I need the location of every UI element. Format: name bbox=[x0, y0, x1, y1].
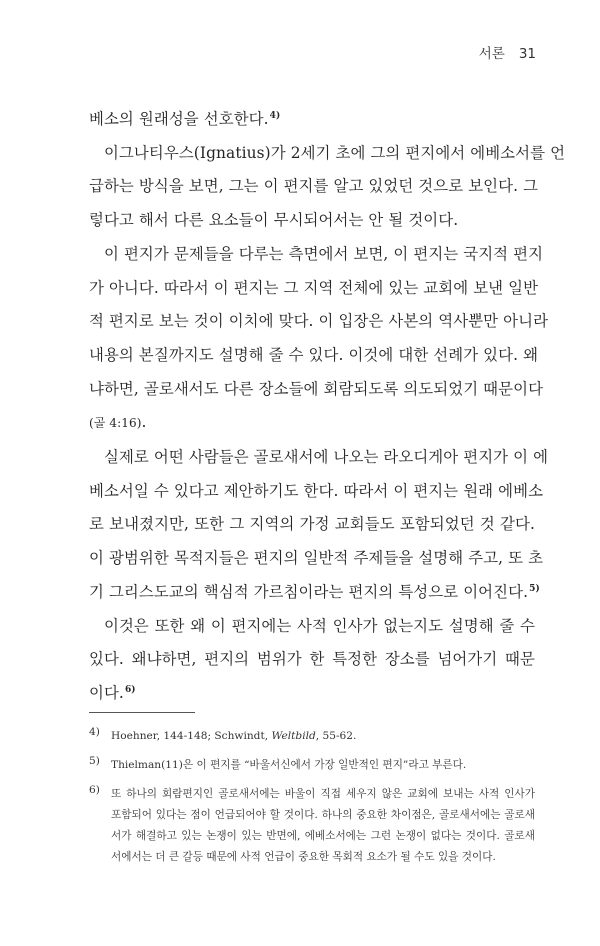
text-line: 기 그리스도교의 핵심적 가르침이라는 편지의 특성으로 이어진다.$^{5)}$ bbox=[89, 582, 540, 601]
text-line: 이다.$^{6)}$ bbox=[89, 683, 136, 702]
text-line: 이것은 또한 왜 이 편지에는 사적 인사가 없는지도 설명해 줄 수 bbox=[104, 616, 535, 635]
footnote-line: 서가 해결하고 있는 논쟁이 있는 반면에, 에베소서에는 그런 논쟁이 없다는 것이다. 골로새 bbox=[111, 830, 535, 842]
footnote-divider bbox=[89, 712, 195, 713]
text-line: 이 편지가 문제들을 다루는 측면에서 보면, 이 편지는 국지적 편지 bbox=[104, 244, 544, 263]
text-line: 냐하면, 골로새서도 다른 장소들에 회람되도록 의도되었기 때문이다 bbox=[89, 379, 544, 398]
text-line: 이 광범위한 목적지들은 편지의 일반적 주제들을 설명해 주고, 또 초 bbox=[89, 549, 544, 568]
text-line: 렇다고 해서 다른 요소들이 무시되어서는 안 될 것이다. bbox=[89, 211, 459, 230]
footnote-ref: 6) bbox=[124, 684, 136, 695]
footnote bbox=[89, 784, 535, 868]
footnote-number: 5) bbox=[89, 755, 100, 767]
footnote bbox=[89, 726, 535, 747]
footnote-line: 서에서는 더 큰 갈등 때문에 사적 언급이 중요한 목회적 요소가 될 수도 있을 것이다. bbox=[111, 851, 496, 863]
text-line: 이그나티우스(Ignatius)가 2세기 초에 그의 편지에서 에베소서를 언 bbox=[104, 143, 566, 162]
text-line: 가 아니다. 따라서 이 편지는 그 지역 전체에 있는 교회에 보낸 일반 bbox=[89, 278, 539, 297]
paragraph bbox=[89, 610, 535, 711]
paragraph bbox=[89, 103, 535, 137]
text-line: (골 4:16). bbox=[89, 413, 147, 432]
text-line: 내용의 본질까지도 설명해 줄 수 있다. 이것에 대한 선례가 있다. 왜 bbox=[89, 345, 539, 364]
footnote-text bbox=[111, 784, 535, 868]
scripture-reference: (골 4:16) bbox=[89, 416, 142, 431]
paragraph bbox=[89, 238, 549, 441]
text-line: 베소의 원래성을 선호한다.$^{4)}$ bbox=[89, 110, 281, 128]
footnote-line: 또 하나의 회람편지인 골로새서에는 바울이 직접 세우지 않은 교회에 보내는 사적 인사가 bbox=[111, 788, 535, 800]
text-line: 있다. 왜냐하면, 편지의 범위가 한 특정한 장소를 넘어가기 때문 bbox=[89, 650, 535, 669]
text-line: 로 보내졌지만, 또한 그 지역의 가정 교회들도 포함되었던 것 같다. bbox=[89, 515, 535, 534]
page-number: 31 bbox=[518, 46, 536, 62]
footnote-number: 4) bbox=[89, 726, 100, 738]
running-header bbox=[479, 42, 536, 62]
text-line: 급하는 방식을 보면, 그는 이 편지를 알고 있었던 것으로 보인다. 그 bbox=[89, 177, 539, 196]
text-line: 실제로 어떤 사람들은 골로새서에 나오는 라오디게아 편지가 이 에 bbox=[104, 448, 549, 467]
footnote-text: Hoehner, 144-148; Schwindt, Weltbild, 55-62. bbox=[111, 730, 357, 742]
footnote bbox=[89, 755, 535, 776]
footnote-text: Thielman(11)은 이 편지를 “바울서신에서 가장 일반적인 편지”라고 부른다. bbox=[111, 759, 467, 771]
footnote-ref: 4) bbox=[269, 111, 281, 121]
footnote-ref: 5) bbox=[529, 583, 540, 594]
text-line: 적 편지로 보는 것이 이치에 맞다. 이 입장은 사본의 역사뿐만 아니라 bbox=[89, 312, 549, 331]
footnote-number: 6) bbox=[89, 784, 100, 796]
text-line: 베소서일 수 있다고 제안하기도 한다. 따라서 이 편지는 원래 에베소 bbox=[89, 481, 544, 500]
footnote-line: 포함되어 있다는 점이 언급되어야 할 것이다. 하나의 중요한 차이점은, 골로새서에는 골로새 bbox=[111, 809, 535, 821]
paragraph bbox=[89, 441, 549, 610]
body-text bbox=[89, 103, 566, 711]
section-title: 서론 bbox=[478, 46, 505, 62]
paragraph bbox=[89, 137, 566, 238]
footnotes bbox=[89, 726, 535, 876]
